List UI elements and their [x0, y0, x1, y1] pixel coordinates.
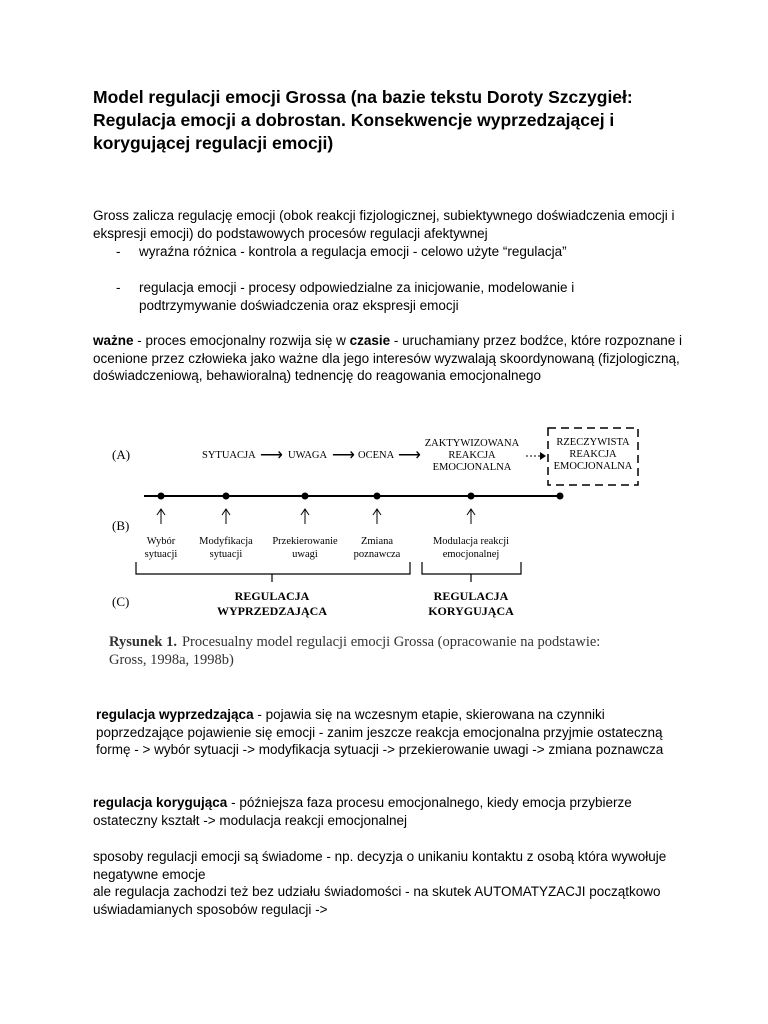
- stage-label: SYTUACJA: [202, 450, 256, 461]
- paragraph-text: sposoby regulacji emocji są świadome - np. decyzja o unikaniu kontaktu z osobą która wywołuje negatywne emocje: [93, 849, 667, 882]
- response-paragraph: [93, 794, 693, 829]
- bullet-marker: -: [116, 244, 121, 259]
- activated-reaction-label: EMOCJONALNA: [432, 462, 512, 473]
- row-label: (B): [112, 518, 130, 533]
- bold-term: regulacja wyprzedzająca: [96, 707, 254, 722]
- strategy-label: poznawcza: [353, 549, 401, 560]
- bold-term: regulacja korygująca: [93, 795, 228, 810]
- strategy-label: Przekierowanie: [272, 536, 338, 547]
- stage-label: UWAGA: [288, 450, 328, 461]
- antecedent-label: WYPRZEDZAJĄCA: [216, 604, 328, 618]
- timeline-point: [223, 493, 230, 500]
- response-label: KORYGUJĄCA: [428, 604, 514, 618]
- timeline-point: [557, 493, 564, 500]
- paragraph-text: - proces emocjonalny rozwija się w: [133, 333, 350, 348]
- response-label: REGULACJA: [433, 589, 509, 603]
- timeline-point: [302, 493, 309, 500]
- strategy-label: Modyfikacja: [199, 536, 253, 547]
- antecedent-paragraph: [96, 706, 696, 759]
- timeline-point: [158, 493, 165, 500]
- page-title: Model regulacji emocji Grossa (na bazie tekstu Doroty Szczygieł: Regulacja emocji a dobrostan. Konsekwencje wyprzedzającej i korygującej regulacji emocji): [93, 87, 633, 153]
- row-label: (C): [112, 594, 130, 609]
- caption-text: Procesualny model regulacji emocji Grossa (opracowanie na podstawie:: [181, 634, 601, 650]
- bullet-marker: -: [116, 280, 121, 295]
- strategy-label: sytuacji: [209, 549, 243, 560]
- arrow-icon: ⟶: [332, 447, 355, 464]
- arrow-icon: ⟶: [398, 447, 421, 464]
- awareness-paragraph: [93, 848, 693, 918]
- figure-caption: [109, 634, 600, 650]
- caption-bold: Rysunek 1.: [109, 634, 177, 650]
- real-reaction-label: EMOCJONALNA: [553, 461, 633, 472]
- bullet-item: wyraźna różnica - kontrola a regulacja emocji - celowo użyte “regulacja”: [139, 244, 567, 259]
- arrow-icon: ⟶: [260, 447, 283, 464]
- response-bracket: [422, 562, 521, 574]
- figure-caption-line2: Gross, 1998a, 1998b): [109, 652, 234, 668]
- strategy-label: sytuacji: [144, 549, 178, 560]
- paragraph-text: - pojawia się na wczesnym etapie, skierowana na czynniki poprzedzające pojawienie się emocji - zanim jeszcze reakcja emocjonalna przyjmie ostateczną formę - > wybór sytuacji -> modyfikacja sytuacji -> przekierowanie uwagi -> zmiana poznawcza: [96, 707, 664, 758]
- antecedent-bracket: [136, 562, 410, 574]
- row-label: (A): [112, 447, 131, 462]
- antecedent-label: REGULACJA: [234, 589, 310, 603]
- strategy-label: Zmiana: [360, 536, 394, 547]
- real-reaction-label: RZECZYWISTA: [556, 437, 630, 448]
- strategy-label: uwagi: [292, 549, 318, 560]
- bullet-item: regulacja emocji - procesy odpowiedzialne za inicjowanie, modelowanie i podtrzymywanie doświadczenia oraz ekspresji emocji: [139, 280, 575, 313]
- timeline-point: [374, 493, 381, 500]
- paragraph-text: ale regulacja zachodzi też bez udziału świadomości - na skutek AUTOMATYZACJI początkowo uświadamianych sposobów regulacji ->: [93, 884, 661, 917]
- stage-label: OCENA: [358, 450, 395, 461]
- strategy-label: Wybór: [146, 536, 176, 547]
- activated-reaction-label: ZAKTYWIZOWANA: [424, 438, 520, 449]
- bold-term: czasie: [349, 333, 391, 348]
- timeline-point: [468, 493, 475, 500]
- activated-reaction-label: REAKCJA: [448, 450, 496, 461]
- bold-term: ważne: [93, 333, 134, 348]
- paragraph-text: - późniejsza faza procesu emocjonalnego, kiedy emocja przybierze ostateczny kształt -> modulacja reakcji emocjonalnej: [93, 795, 632, 828]
- strategy-label: emocjonalnej: [442, 549, 500, 560]
- strategy-label: Modulacja reakcji: [432, 536, 510, 547]
- important-paragraph: [93, 332, 693, 385]
- process-model-figure: [108, 420, 648, 670]
- dashed-arrow-head: [540, 452, 546, 460]
- paragraph-text: - uruchamiany przez bodźce, które rozpoznane i ocenione przez człowieka jako ważne dla jego interesów wyzwalają skoordynowaną (fizjologiczną, doświadczeniową, behawioralną) tednencję do reagowania emocjonalnego: [93, 333, 683, 384]
- up-arrows: [157, 509, 475, 524]
- real-reaction-label: REAKCJA: [569, 449, 617, 460]
- intro-paragraph: Gross zalicza regulację emocji (obok reakcji fizjologicznej, subiektywnego doświadczenia emocji i ekspresji emocji) do podstawowych procesów regulacji afektywnej: [93, 208, 675, 241]
